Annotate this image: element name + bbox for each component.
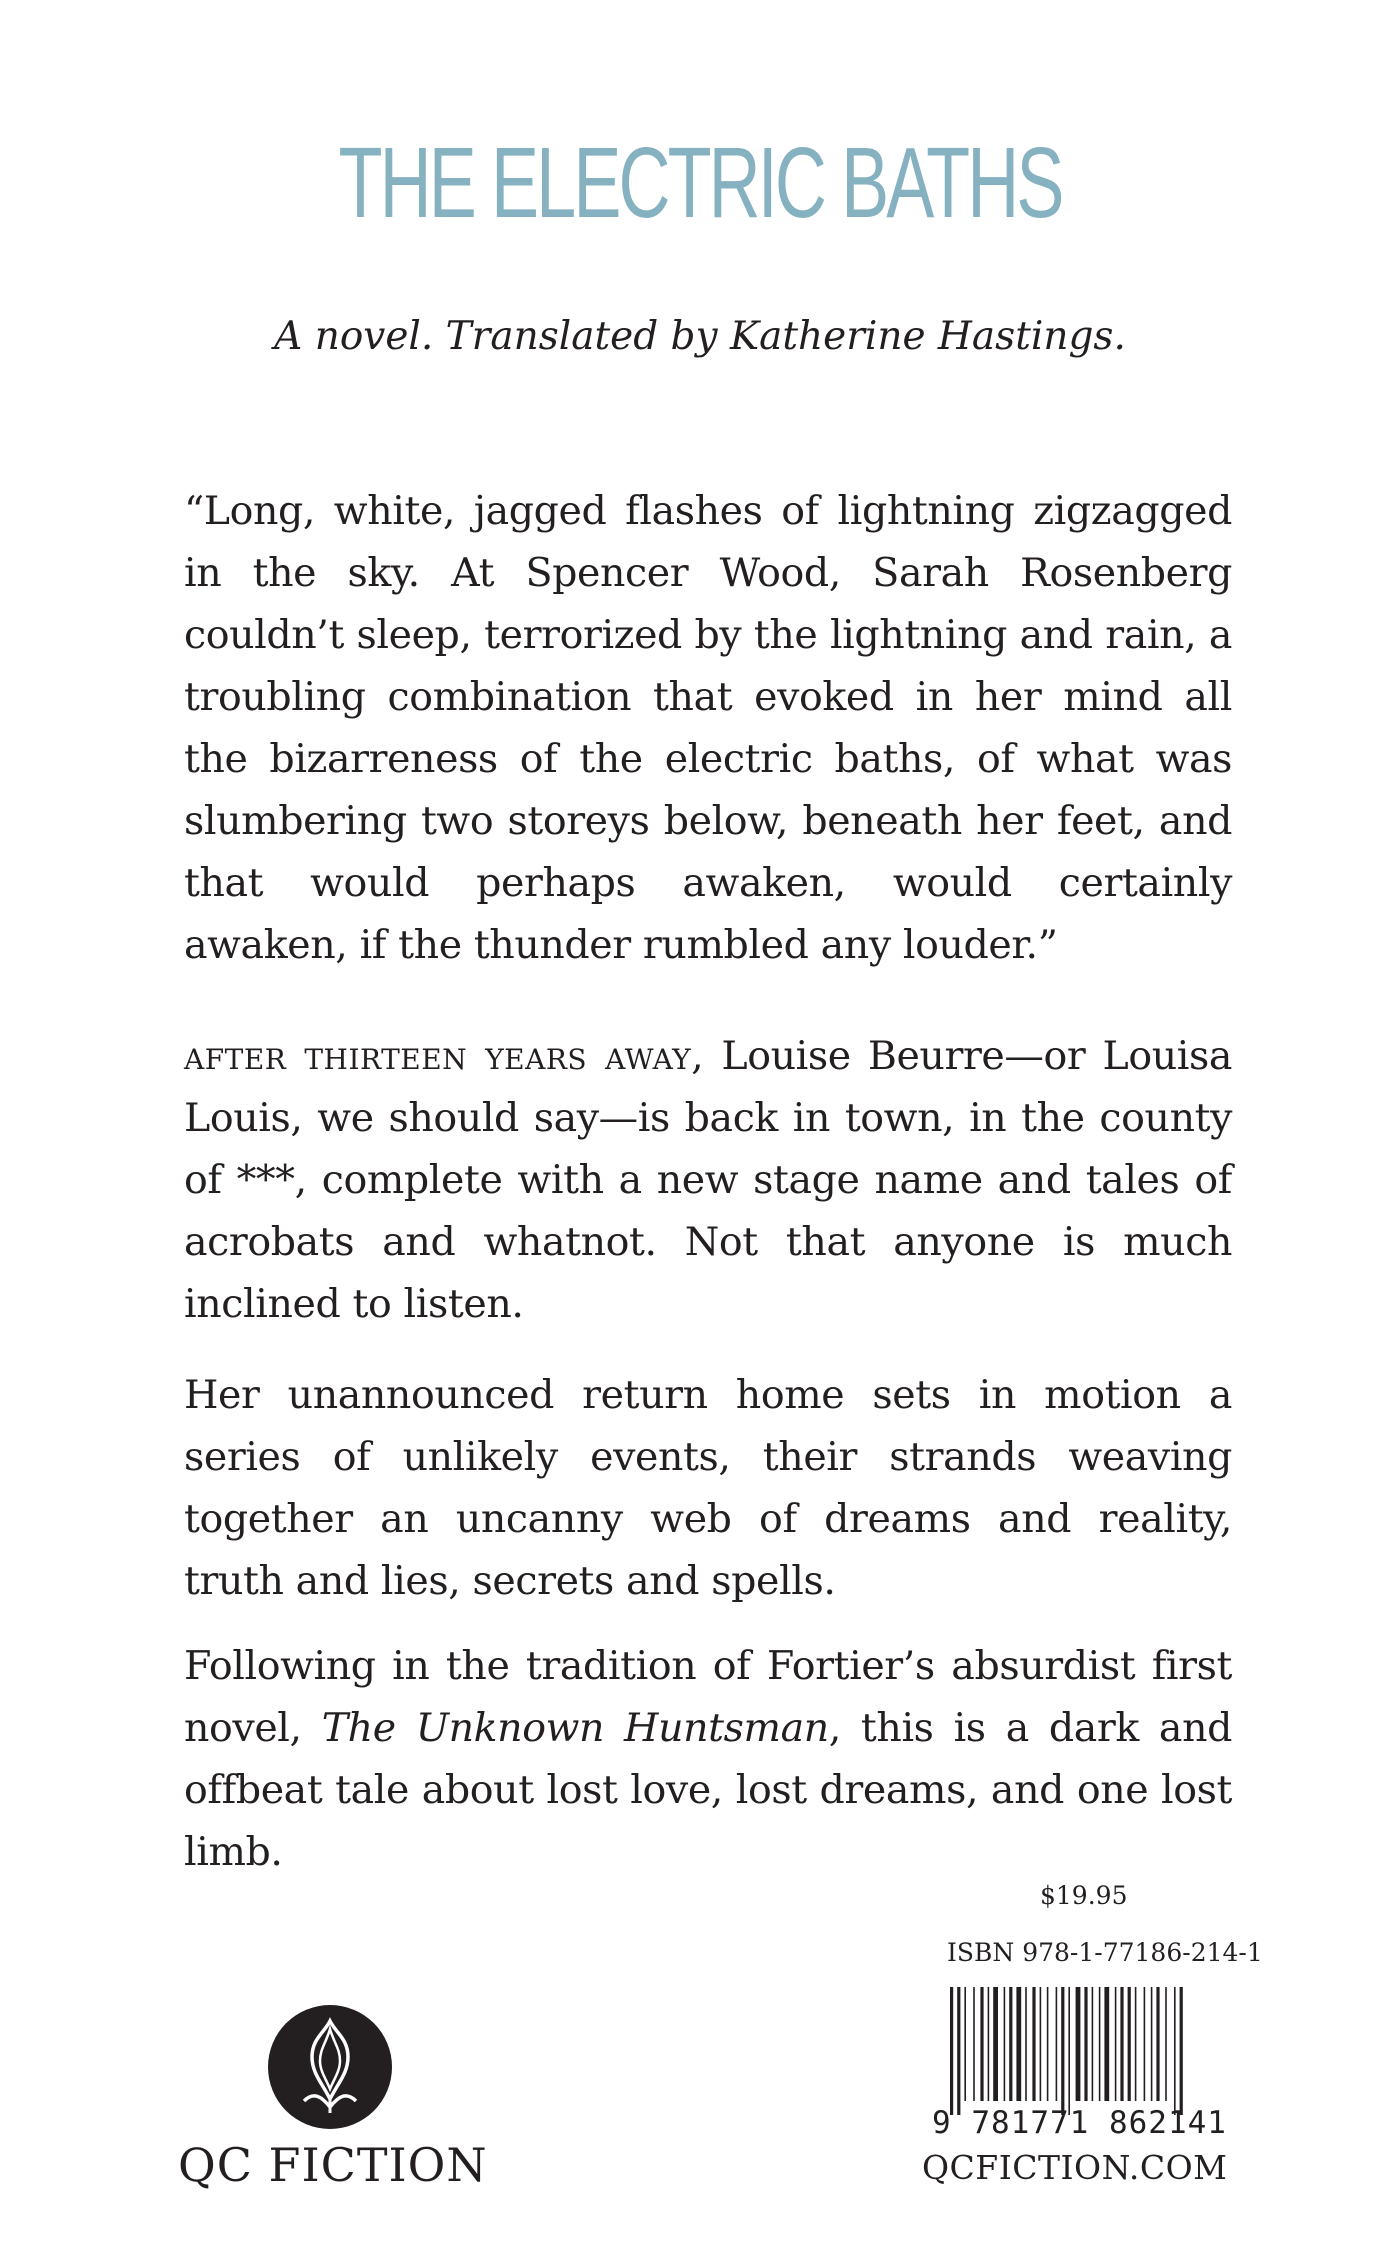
barcode-bar: [1009, 1987, 1012, 2101]
earlier-novel-title: The Unknown Huntsman: [321, 1705, 829, 1751]
barcode-bar: [1144, 1987, 1146, 2101]
book-title: THE ELECTRIC BATHS: [338, 127, 1062, 239]
barcode-bar: [1068, 1987, 1070, 2115]
blurb-paragraph-1-text: Louise Beurre—or Louisa Louis, we should say—is back in town, in the county of ***, complete with a new stage name and tales of acrobats and whatnot. Not that anyone is much inclined to listen.: [184, 1033, 1232, 1327]
blurb-quote: “Long, white, jagged flashes of lightning zigzagged in the sky. At Spencer Wood, Sarah Rosenberg couldn’t sleep, terrorized by the lightning and rain, a troubling combination that evoked in her mind all the bizarreness of the electric baths, of what was slumbering two storeys below, beneath her feet, and that would perhaps awaken, would certainly awaken, if the thunder rumbled any louder.”: [184, 488, 1232, 968]
barcode-bar: [1092, 1987, 1094, 2101]
barcode-bar: [993, 1987, 998, 2101]
barcode-bar: [1120, 1987, 1123, 2101]
publisher-logo-icon: [266, 2003, 394, 2131]
barcode-bar: [964, 1987, 966, 2101]
blurb-paragraph-3-text-start: Following in the tradition of Fortier’s absurdist first novel,: [184, 1643, 1232, 1751]
barcode-bar: [1076, 1987, 1081, 2101]
barcode-bar: [1099, 1987, 1101, 2101]
barcode-bar: [950, 1987, 953, 2115]
publisher-website: QCFICTION.COM: [922, 2148, 1228, 2187]
barcode-bar: [1104, 1987, 1109, 2101]
barcode-bar: [1032, 1987, 1035, 2101]
blurb-paragraph-3: [184, 1635, 1232, 1883]
barcode-bar: [1135, 1987, 1137, 2101]
barcode-bar: [973, 1987, 975, 2101]
barcode-bar: [1115, 1987, 1117, 2101]
isbn-label: ISBN 978-1-77186-214-1: [947, 1938, 1263, 1967]
barcode-bar: [1151, 1987, 1153, 2101]
blurb-paragraph-3-text-end: , this is a dark and offbeat tale about lost love, lost dreams, and one lost limb.: [184, 1705, 1232, 1875]
barcode-bar: [1004, 1987, 1006, 2101]
barcode-bar: [1056, 1987, 1058, 2101]
barcode-digits: 9 781771 862141: [932, 2105, 1227, 2137]
blurb-paragraph-1-lead: after thirteen years away,: [184, 1033, 705, 1079]
blurb-paragraph-2: Her unannounced return home sets in motion a series of unlikely events, their strands weaving together an uncanny web of dreams and reality, truth and lies, secrets and spells.: [184, 1372, 1232, 1604]
book-subtitle: A novel. Translated by Katherine Hastings.: [274, 314, 1126, 359]
barcode-bar: [1061, 1987, 1064, 2115]
barcode-bar: [1025, 1987, 1027, 2101]
publisher-name: QC FICTION: [178, 2138, 488, 2192]
barcode-bar: [1047, 1987, 1049, 2101]
barcode-bar: [1165, 1987, 1167, 2101]
barcode-bar: [1084, 1987, 1087, 2101]
barcode-bar: [1128, 1987, 1131, 2101]
barcode: [930, 1987, 1230, 2137]
barcode-bar: [1016, 1987, 1021, 2101]
barcode-bar: [980, 1987, 983, 2101]
barcode-bar: [1040, 1987, 1042, 2101]
price-label: $19.95: [1040, 1881, 1128, 1910]
barcode-bar: [1174, 1987, 1176, 2115]
barcode-bar: [957, 1987, 960, 2115]
barcode-bars: [950, 1987, 1183, 2115]
barcode-bar: [988, 1987, 990, 2101]
blurb-paragraph-1: [184, 1025, 1232, 1335]
barcode-bar: [1156, 1987, 1159, 2101]
barcode-bar: [1180, 1987, 1183, 2115]
